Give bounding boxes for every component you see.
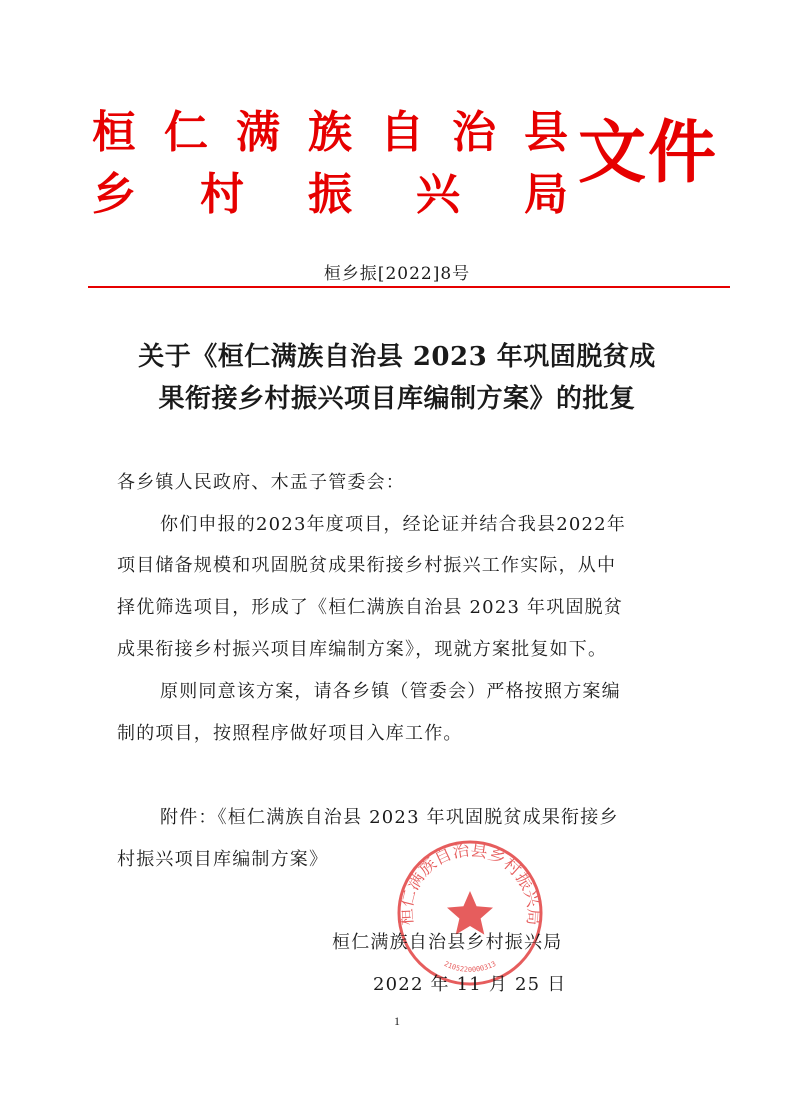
issuer-char: 县 (524, 107, 568, 158)
signing-organization: 桓仁满族自治县乡村振兴局 (332, 932, 563, 953)
document-type-label: 文件 (578, 114, 719, 193)
issuer-char: 局 (524, 169, 568, 220)
body-line: 你们申报的2023年度项目，经论证并结合我县2022年 (160, 514, 627, 535)
attachment-line: 附件：《桓仁满族自治县 2023 年巩固脱贫成果衔接乡 (160, 807, 619, 828)
issuer-char: 振 (308, 169, 352, 220)
issuer-char: 治 (452, 107, 496, 158)
page-number: 1 (394, 1014, 400, 1028)
issuer-char: 自 (380, 107, 424, 158)
official-seal-stamp (396, 839, 544, 987)
signing-date: 2022 年 11 月 25 日 (373, 974, 567, 995)
seal-text: 桓仁满族自治县乡村振兴局 (396, 840, 544, 926)
body-line: 项目储备规模和巩固脱贫成果衔接乡村振兴工作实际，从中 (117, 555, 617, 576)
document-title-line2: 果衔接乡村振兴项目库编制方案》的批复 (158, 384, 636, 414)
attachment-line: 村振兴项目库编制方案》 (117, 849, 329, 870)
body-line: 制的项目，按照程序做好项目入库工作。 (117, 723, 463, 744)
seal-code: 2105220000313 (442, 959, 498, 974)
issuer-char: 族 (308, 107, 352, 158)
body-line: 原则同意该方案，请各乡镇（管委会）严格按照方案编 (160, 681, 621, 702)
document-title-line1: 关于《桓仁满族自治县 2023 年巩固脱贫成 (138, 342, 656, 372)
body-line: 择优筛选项目，形成了《桓仁满族自治县 2023 年巩固脱贫 (117, 597, 624, 618)
document-number: 桓乡振[2022]8号 (323, 264, 471, 284)
issuer-char: 仁 (164, 107, 208, 158)
red-divider-rule (88, 286, 730, 288)
issuer-char: 村 (200, 169, 244, 220)
issuer-char: 乡 (92, 169, 136, 220)
issuer-char: 桓 (92, 107, 136, 158)
issuer-char: 满 (236, 107, 280, 158)
body-line: 成果衔接乡村振兴项目库编制方案》，现就方案批复如下。 (117, 639, 608, 660)
issuer-char: 兴 (416, 169, 460, 220)
addressee: 各乡镇人民政府、木盂子管委会： (117, 472, 405, 493)
